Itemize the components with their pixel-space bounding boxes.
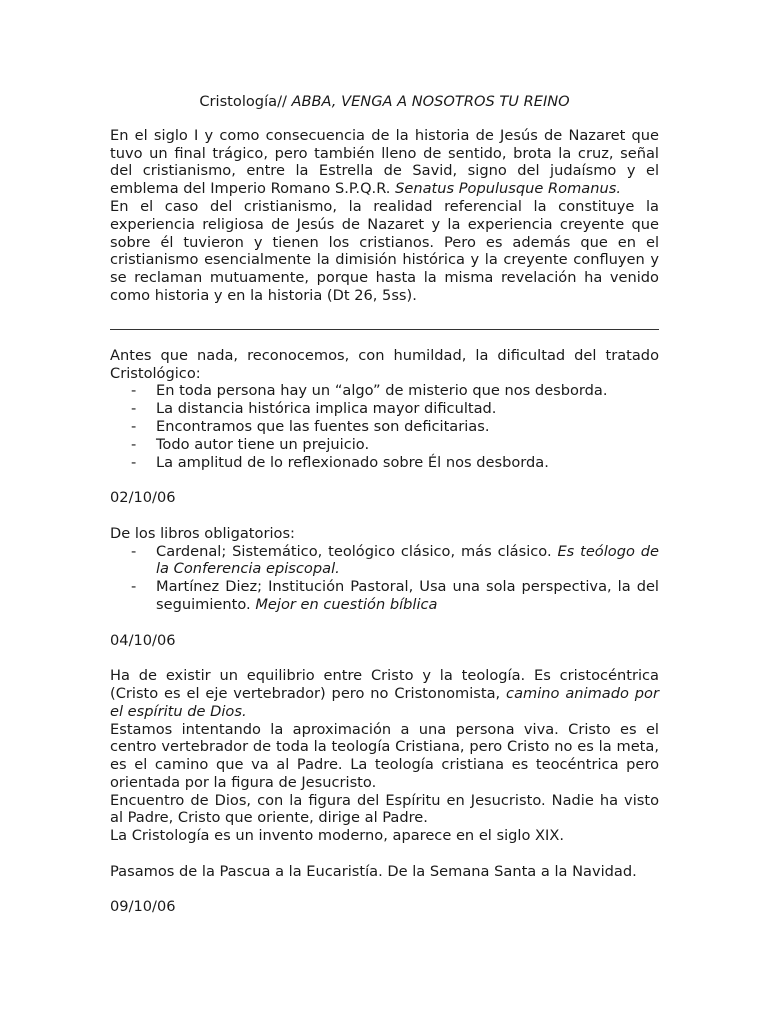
modern-paragraph: La Cristología es un invento moderno, aparece en el siglo XIX. — [110, 827, 564, 845]
list-item — [131, 543, 659, 579]
list-item: - En toda persona hay un “algo” de misterio que nos desborda. — [131, 382, 659, 400]
list-item: - Todo autor tiene un prejuicio. — [131, 436, 659, 454]
date-heading-2: 04/10/06 — [110, 631, 176, 649]
document-title — [110, 93, 659, 111]
list-item: - Encontramos que las fuentes son deficitarias. — [131, 418, 659, 436]
list-item: - La distancia histórica implica mayor dificultad. — [131, 400, 659, 418]
date-heading-3: 09/10/06 — [110, 898, 176, 916]
equilibrium-italic: camino animado por el espíritu de Dios. — [110, 684, 659, 720]
book-note: Mejor en cuestión bíblica — [255, 595, 438, 613]
intro-paragraph-1-italic: Senatus Populusque Romanus. — [395, 180, 621, 198]
horizontal-rule — [110, 329, 659, 330]
difficulty-intro: Antes que nada, reconocemos, con humildad, la dificultad del tratado Cristológico: — [110, 346, 659, 382]
books-intro: De los libros obligatorios: — [110, 524, 295, 542]
book-note: Es teólogo de la Conferencia episcopal. — [156, 542, 659, 578]
equilibrium-text: Ha de existir un equilibrio entre Cristo y la teología. Es cristocéntrica (Cristo es el eje vertebrador) pero no Cristonomista, — [110, 667, 659, 702]
title-prefix: Cristología// — [199, 93, 292, 110]
book-text: Cardenal; Sistemático, teológico clásico, más clásico. — [156, 542, 558, 560]
book-text: Martínez Diez; Institución Pastoral, Usa una sola perspectiva, la del seguimiento. — [156, 578, 659, 613]
intro-paragraph-1-text: En el siglo I y como consecuencia de la historia de Jesús de Nazaret que tuvo un final trágico, pero también lleno de sentido, brota la cruz, señal del cristianismo, entre la Estrella de Savid, signo del judaísmo y el emblema del Imperio Romano S.P.Q.R. — [110, 126, 659, 198]
list-item — [131, 578, 659, 614]
intro-paragraph-2: En el caso del cristianismo, la realidad referencial la constituye la experiencia religiosa de Jesús de Nazaret y la experiencia creyente que sobre él tuvieron y tienen los cristianos. Pero es además que en el cristianismo esencialmente la dimisión histórica y la creyente confluyen y se reclaman mutuamente, porque hasta la misma revelación ha venido como historia y en la historia (Dt 26, 5ss). — [110, 197, 659, 304]
intro-paragraph-1 — [110, 127, 659, 198]
books-list — [110, 543, 659, 614]
title-italic: ABBA, VENGA A NOSOTROS TU REINO — [291, 93, 570, 110]
approach-paragraph: Estamos intentando la aproximación a una persona viva. Cristo es el centro vertebrador de toda la teología Cristiana, pero Cristo no es la meta, es el camino que va al Padre. La teología cristiana es teocéntrica pero orientada por la figura de Jesucristo. — [110, 720, 659, 791]
difficulty-list — [110, 382, 659, 471]
list-item: - La amplitud de lo reflexionado sobre Él nos desborda. — [131, 454, 659, 472]
encounter-paragraph: Encuentro de Dios, con la figura del Espíritu en Jesucristo. Nadie ha visto al Padre, Cristo que oriente, dirige al Padre. — [110, 791, 659, 827]
equilibrium-paragraph — [110, 667, 659, 720]
date-heading-1: 02/10/06 — [110, 489, 176, 507]
document-body — [110, 93, 659, 916]
pascua-paragraph: Pasamos de la Pascua a la Eucaristía. De la Semana Santa a la Navidad. — [110, 862, 637, 880]
